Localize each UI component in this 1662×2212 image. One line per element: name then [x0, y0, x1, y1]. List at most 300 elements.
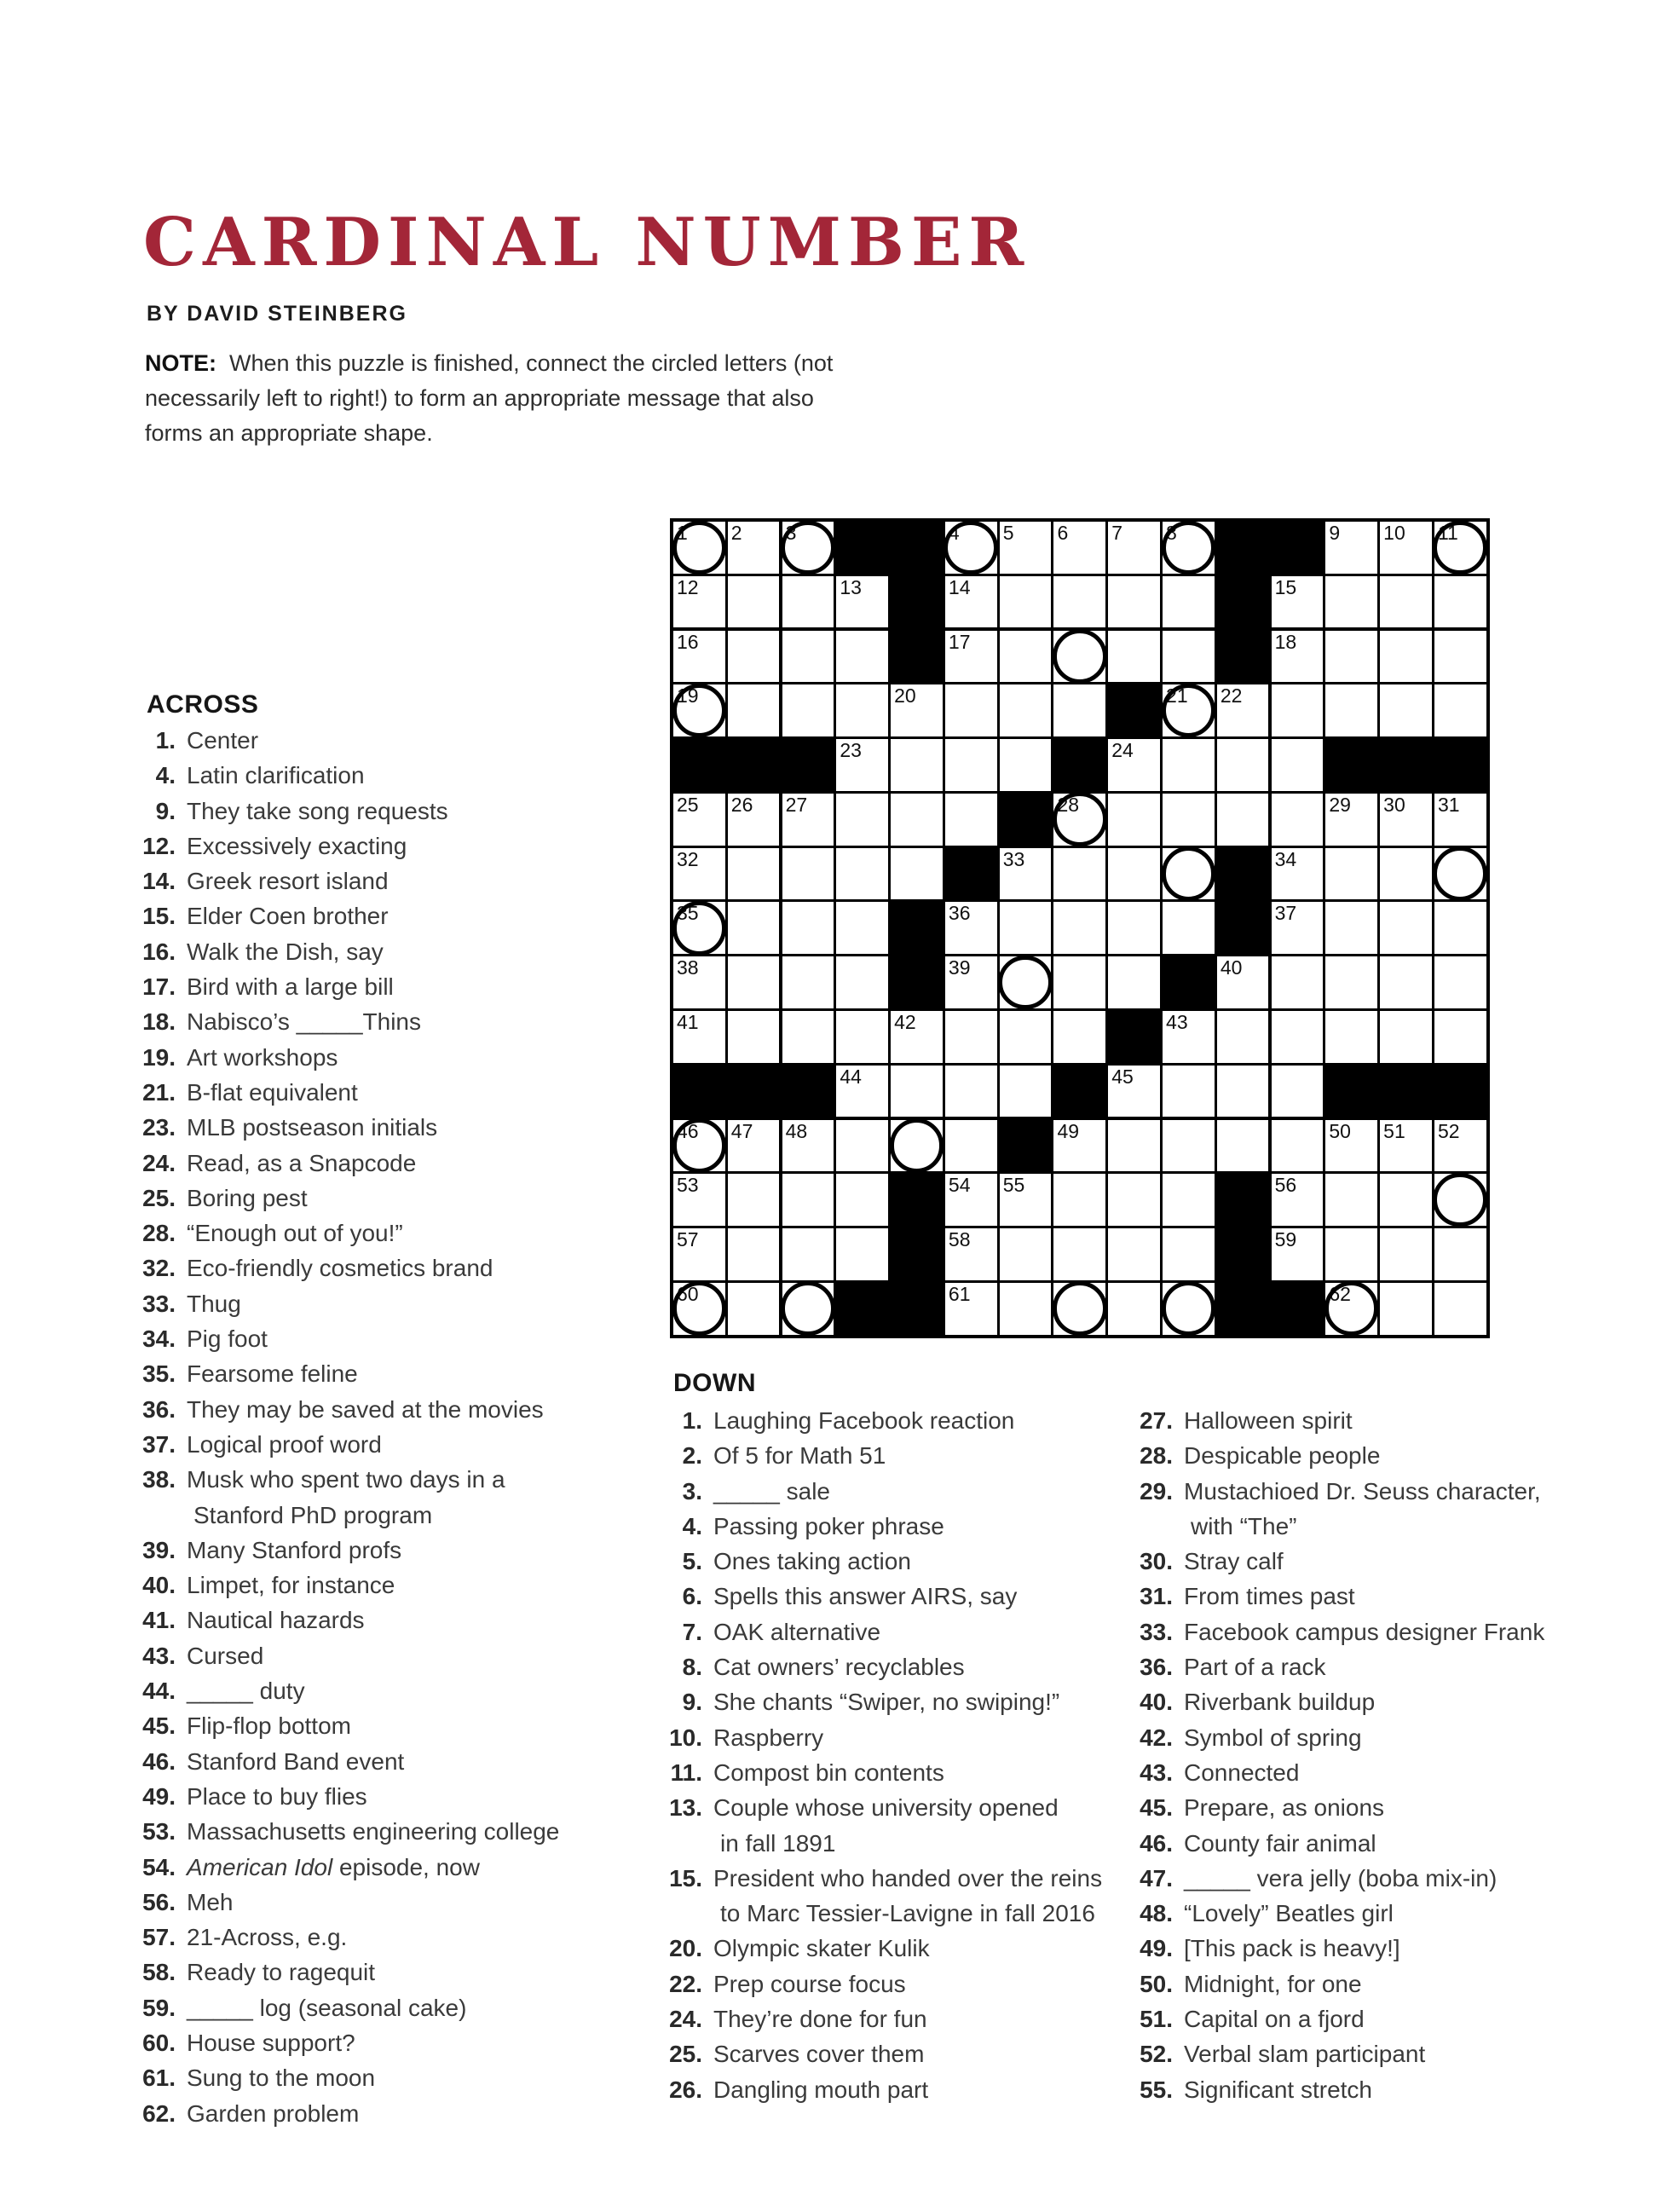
across-clue [136, 1990, 559, 2025]
across-clue [136, 829, 559, 863]
grid-cell[interactable] [1325, 684, 1377, 736]
grid-cell[interactable] [728, 794, 780, 846]
grid-cell[interactable] [1053, 1283, 1105, 1335]
across-clue [136, 1955, 559, 1990]
circle-marker [781, 521, 835, 575]
clue-text: with “The” [1191, 1512, 1297, 1539]
clue-number: 52. [1140, 2041, 1173, 2068]
grid-cell[interactable] [836, 1066, 888, 1118]
grid-cell[interactable] [1053, 576, 1105, 628]
grid-cell[interactable] [1434, 522, 1486, 574]
clue-number [1134, 1509, 1173, 1544]
grid-cell[interactable] [1163, 684, 1215, 736]
grid-cell[interactable] [945, 1066, 997, 1118]
grid-cell[interactable] [1053, 1228, 1105, 1280]
grid-cell-black [891, 522, 943, 574]
clue-number: 7. [682, 1618, 702, 1645]
cell-number: 47 [730, 1119, 753, 1142]
grid-cell[interactable] [1380, 848, 1432, 900]
grid-cell[interactable] [673, 794, 725, 846]
cell-number: 54 [948, 1174, 971, 1197]
grid-cell[interactable] [782, 1174, 834, 1226]
grid-cell[interactable] [673, 684, 725, 736]
grid-cell[interactable] [1217, 684, 1269, 736]
grid-cell[interactable] [836, 1120, 888, 1172]
grid-cell[interactable] [836, 956, 888, 1008]
grid-cell[interactable] [1325, 522, 1377, 574]
grid-cell[interactable] [1325, 902, 1377, 954]
grid-cell[interactable] [1163, 1174, 1215, 1226]
grid-cell[interactable] [1163, 631, 1215, 683]
grid-cell[interactable] [728, 522, 780, 574]
clue-text: Limpet, for instance [187, 1572, 395, 1599]
grid-cell-black [1053, 1066, 1105, 1118]
grid-cell[interactable] [728, 1011, 780, 1063]
grid-cell[interactable] [1000, 902, 1052, 954]
grid-cell[interactable] [1325, 631, 1377, 683]
grid-cell[interactable] [1325, 1228, 1377, 1280]
grid-cell[interactable] [1272, 739, 1324, 791]
grid-cell[interactable] [728, 576, 780, 628]
grid-cell[interactable] [1000, 1228, 1052, 1280]
grid-cell[interactable] [836, 794, 888, 846]
grid-cell[interactable] [891, 1066, 943, 1118]
across-clue [136, 1216, 559, 1250]
grid-cell[interactable] [1053, 848, 1105, 900]
grid-cell[interactable] [1272, 956, 1324, 1008]
grid-cell-black [1108, 684, 1160, 736]
grid-cell[interactable] [1053, 794, 1105, 846]
clue-number: 5. [682, 1548, 702, 1575]
grid-cell[interactable] [1217, 1011, 1269, 1063]
grid-cell[interactable] [782, 684, 834, 736]
down-header: DOWN [673, 1369, 756, 1397]
circle-marker [672, 1281, 727, 1336]
cell-number: 38 [677, 956, 699, 979]
grid-cell[interactable] [1272, 1228, 1324, 1280]
note-line [145, 346, 833, 381]
grid-cell[interactable] [1272, 1011, 1324, 1063]
grid-cell[interactable] [1108, 522, 1160, 574]
grid-cell[interactable] [1053, 1174, 1105, 1226]
clue-text: Place to buy flies [187, 1782, 367, 1810]
grid-cell[interactable] [1163, 1120, 1215, 1172]
grid-cell[interactable] [1217, 1120, 1269, 1172]
down-clue [1134, 1861, 1544, 1896]
circle-marker [1433, 521, 1487, 575]
clue-number: 43. [142, 1642, 176, 1669]
across-clue [136, 863, 559, 898]
grid-cell[interactable] [782, 1120, 834, 1172]
grid-cell[interactable] [782, 848, 834, 900]
grid-cell[interactable] [1000, 956, 1052, 1008]
across-clue [136, 898, 559, 933]
clue-number: 16. [142, 938, 176, 965]
clue-text: American Idol episode, now [187, 1853, 480, 1880]
grid-cell[interactable] [1108, 956, 1160, 1008]
grid-cell[interactable] [945, 902, 997, 954]
grid-cell[interactable] [728, 1228, 780, 1280]
clue-number: 1. [682, 1407, 702, 1434]
grid-cell[interactable] [673, 1120, 725, 1172]
grid-cell[interactable] [1434, 576, 1486, 628]
grid-cell[interactable] [945, 739, 997, 791]
grid-cell[interactable] [1163, 1066, 1215, 1118]
grid-cell[interactable] [945, 522, 997, 574]
grid-cell[interactable] [1434, 794, 1486, 846]
grid-cell[interactable] [1108, 1066, 1160, 1118]
cell-number: 3 [785, 522, 797, 544]
circle-marker [781, 1281, 835, 1336]
grid-cell[interactable] [1108, 794, 1160, 846]
down-clue [1134, 1474, 1544, 1509]
grid-cell-black [1108, 1011, 1160, 1063]
clue-text: Prepare, as onions [1184, 1794, 1385, 1822]
grid-cell[interactable] [1380, 576, 1432, 628]
grid-cell[interactable] [1272, 631, 1324, 683]
grid-cell[interactable] [836, 684, 888, 736]
grid-cell[interactable] [1163, 1228, 1215, 1280]
grid-cell[interactable] [1272, 684, 1324, 736]
grid-cell[interactable] [1272, 1120, 1324, 1172]
clue-number: 47. [1140, 1864, 1173, 1891]
grid-cell[interactable] [1272, 1174, 1324, 1226]
clue-text: Garden problem [187, 2099, 360, 2127]
cell-number: 14 [948, 575, 971, 598]
grid-cell[interactable] [1325, 794, 1377, 846]
grid-cell[interactable] [1434, 1174, 1486, 1226]
cell-number: 5 [1002, 522, 1014, 544]
grid-cell[interactable] [1272, 794, 1324, 846]
clue-number: 22. [669, 1970, 702, 1997]
cell-number: 60 [677, 1282, 699, 1305]
grid-cell[interactable] [782, 631, 834, 683]
grid-cell[interactable] [1053, 522, 1105, 574]
grid-cell[interactable] [1163, 794, 1215, 846]
grid-cell[interactable] [1108, 848, 1160, 900]
grid-cell[interactable] [728, 848, 780, 900]
grid-cell[interactable] [1325, 576, 1377, 628]
note-label: NOTE: [145, 350, 216, 376]
cell-number: 45 [1111, 1065, 1134, 1088]
grid-cell[interactable] [1434, 631, 1486, 683]
grid-cell[interactable] [1272, 576, 1324, 628]
grid-cell[interactable] [1000, 1283, 1052, 1335]
circle-marker [1162, 684, 1216, 738]
grid-cell[interactable] [1380, 631, 1432, 683]
clue-text: _____ duty [187, 1678, 305, 1705]
grid-cell[interactable] [891, 1120, 943, 1172]
grid-cell[interactable] [728, 956, 780, 1008]
grid-cell[interactable] [1434, 848, 1486, 900]
down-clue [663, 1509, 1102, 1544]
grid-cell[interactable] [673, 902, 725, 954]
grid-cell[interactable] [945, 794, 997, 846]
grid-cell[interactable] [836, 848, 888, 900]
cell-number: 49 [1057, 1119, 1080, 1142]
grid-cell[interactable] [945, 1120, 997, 1172]
grid-cell[interactable] [782, 794, 834, 846]
across-clue [136, 794, 559, 829]
grid-cell[interactable] [1380, 522, 1432, 574]
grid-cell[interactable] [1380, 684, 1432, 736]
grid-cell[interactable] [1108, 576, 1160, 628]
grid-cell[interactable] [1434, 1283, 1486, 1335]
down-clue [663, 1755, 1102, 1790]
grid-cell[interactable] [728, 631, 780, 683]
grid-cell[interactable] [1434, 902, 1486, 954]
grid-cell[interactable] [673, 956, 725, 1008]
across-clue [136, 1708, 559, 1743]
clue-number: 48. [1140, 1900, 1173, 1927]
clue-number: 27. [1140, 1407, 1173, 1434]
grid-cell[interactable] [728, 684, 780, 736]
grid-cell[interactable] [1380, 956, 1432, 1008]
grid-cell[interactable] [1434, 956, 1486, 1008]
clue-text: Read, as a Snapcode [187, 1149, 417, 1176]
grid-cell[interactable] [1380, 1011, 1432, 1063]
grid-cell[interactable] [728, 1120, 780, 1172]
grid-cell[interactable] [782, 1228, 834, 1280]
circle-marker [1053, 1281, 1107, 1336]
clue-text: Ones taking action [713, 1548, 911, 1575]
grid-cell[interactable] [1434, 1228, 1486, 1280]
circle-marker [1162, 846, 1216, 901]
clue-text: Nabisco’s _____Thins [187, 1008, 421, 1036]
grid-cell[interactable] [782, 1011, 834, 1063]
grid-cell[interactable] [1163, 1283, 1215, 1335]
cell-number: 8 [1166, 522, 1177, 544]
grid-cell[interactable] [836, 1174, 888, 1226]
grid-cell[interactable] [1272, 848, 1324, 900]
across-clue [136, 2025, 559, 2060]
grid-cell[interactable] [673, 1174, 725, 1226]
grid-cell[interactable] [1000, 1011, 1052, 1063]
cell-number: 50 [1329, 1119, 1351, 1142]
grid-cell[interactable] [1108, 1120, 1160, 1172]
grid-cell[interactable] [945, 684, 997, 736]
grid-cell-black [891, 956, 943, 1008]
clue-text: Greek resort island [187, 868, 389, 895]
grid-cell[interactable] [1108, 1228, 1160, 1280]
grid-cell[interactable] [836, 902, 888, 954]
clue-text: Pig foot [187, 1325, 268, 1353]
grid-cell[interactable] [1380, 1120, 1432, 1172]
circle-marker [890, 1118, 944, 1173]
cell-number: 6 [1057, 522, 1069, 544]
grid-cell[interactable] [1000, 684, 1052, 736]
cell-number: 44 [840, 1065, 862, 1088]
grid-cell[interactable] [1380, 1228, 1432, 1280]
down-clue [663, 2001, 1102, 2036]
note-text: When this puzzle is finished, connect the circled letters (not [229, 350, 834, 376]
circle-marker [672, 901, 727, 956]
grid-cell[interactable] [673, 522, 725, 574]
grid-cell-black [1217, 902, 1269, 954]
across-clue [136, 1744, 559, 1779]
grid-cell[interactable] [1325, 956, 1377, 1008]
clue-number: 3. [682, 1477, 702, 1505]
grid-cell[interactable] [1325, 1174, 1377, 1226]
cell-number: 9 [1329, 522, 1341, 544]
grid-cell[interactable] [1108, 739, 1160, 791]
clue-text: Stanford Band event [187, 1747, 405, 1775]
grid-cell[interactable] [1000, 739, 1052, 791]
grid-cell[interactable] [1000, 1066, 1052, 1118]
grid-cell[interactable] [1434, 1011, 1486, 1063]
across-clue [136, 1885, 559, 1920]
grid-cell[interactable] [891, 794, 943, 846]
grid-cell[interactable] [1434, 1120, 1486, 1172]
grid-cell[interactable] [836, 1228, 888, 1280]
grid-cell-black [728, 739, 780, 791]
grid-cell[interactable] [1108, 1283, 1160, 1335]
grid-cell[interactable] [1163, 902, 1215, 954]
grid-cell[interactable] [945, 1228, 997, 1280]
grid-cell[interactable] [1053, 1120, 1105, 1172]
clue-text: Connected [1184, 1759, 1300, 1786]
grid-cell[interactable] [1108, 902, 1160, 954]
grid-cell[interactable] [673, 631, 725, 683]
across-clue [136, 1004, 559, 1039]
grid-cell[interactable] [945, 1011, 997, 1063]
grid-cell[interactable] [782, 522, 834, 574]
crossword-grid[interactable] [670, 518, 1490, 1338]
grid-cell[interactable] [1217, 956, 1269, 1008]
cell-number: 42 [894, 1011, 916, 1034]
grid-cell[interactable] [1053, 1011, 1105, 1063]
grid-cell[interactable] [1163, 739, 1215, 791]
grid-cell[interactable] [1217, 739, 1269, 791]
circle-marker [1324, 1281, 1379, 1336]
grid-cell[interactable] [891, 684, 943, 736]
across-clue [136, 1533, 559, 1568]
grid-cell[interactable] [945, 1283, 997, 1335]
grid-cell[interactable] [891, 848, 943, 900]
grid-cell[interactable] [673, 1011, 725, 1063]
grid-cell[interactable] [1108, 631, 1160, 683]
grid-cell[interactable] [673, 848, 725, 900]
cell-number: 34 [1274, 847, 1297, 870]
grid-cell[interactable] [1053, 902, 1105, 954]
grid-cell[interactable] [728, 902, 780, 954]
clue-number: 42. [1140, 1724, 1173, 1751]
clue-text: House support? [187, 2029, 355, 2056]
grid-cell[interactable] [1000, 576, 1052, 628]
grid-cell-black [1217, 848, 1269, 900]
grid-cell[interactable] [1325, 848, 1377, 900]
grid-cell[interactable] [1272, 902, 1324, 954]
grid-cell-black [945, 848, 997, 900]
clue-text: Despicable people [1184, 1442, 1381, 1470]
grid-cell-black [1217, 1283, 1269, 1335]
clue-number: 61. [142, 2065, 176, 2092]
grid-cell[interactable] [782, 902, 834, 954]
clue-text: in fall 1891 [720, 1829, 836, 1857]
grid-cell[interactable] [1434, 684, 1486, 736]
clue-number: 24. [142, 1149, 176, 1176]
grid-cell[interactable] [673, 1283, 725, 1335]
grid-cell[interactable] [945, 1174, 997, 1226]
grid-cell-black [891, 1174, 943, 1226]
grid-cell[interactable] [1380, 902, 1432, 954]
down-clue [663, 1931, 1102, 1966]
grid-cell[interactable] [1380, 794, 1432, 846]
grid-cell[interactable] [1053, 956, 1105, 1008]
grid-cell[interactable] [1000, 848, 1052, 900]
grid-cell[interactable] [891, 739, 943, 791]
grid-cell[interactable] [673, 1228, 725, 1280]
cell-number: 19 [677, 684, 699, 707]
grid-cell[interactable] [1000, 1174, 1052, 1226]
clue-number: 29. [1140, 1477, 1173, 1505]
across-clue [136, 1110, 559, 1145]
grid-cell[interactable] [728, 1283, 780, 1335]
cell-number: 20 [894, 684, 916, 707]
grid-cell[interactable] [782, 956, 834, 1008]
across-clue [136, 1673, 559, 1708]
clue-text: President who handed over the reins [713, 1864, 1103, 1891]
grid-cell[interactable] [836, 576, 888, 628]
grid-cell[interactable] [1217, 794, 1269, 846]
clue-number: 13. [669, 1794, 702, 1822]
cell-number: 27 [785, 793, 808, 816]
grid-cell[interactable] [836, 1011, 888, 1063]
clue-number: 28. [1140, 1442, 1173, 1470]
grid-cell[interactable] [945, 576, 997, 628]
grid-cell[interactable] [1217, 1066, 1269, 1118]
grid-cell[interactable] [782, 1283, 834, 1335]
grid-cell[interactable] [1272, 1066, 1324, 1118]
grid-cell[interactable] [1053, 684, 1105, 736]
grid-cell[interactable] [1325, 1011, 1377, 1063]
grid-cell[interactable] [1380, 1283, 1432, 1335]
clue-number: 46. [142, 1747, 176, 1775]
grid-cell[interactable] [1000, 631, 1052, 683]
clue-number: 30. [1140, 1548, 1173, 1575]
grid-cell[interactable] [1108, 1174, 1160, 1226]
grid-cell[interactable] [1163, 1011, 1215, 1063]
grid-cell-black [891, 902, 943, 954]
grid-cell[interactable] [1325, 1283, 1377, 1335]
grid-cell[interactable] [1325, 1120, 1377, 1172]
clue-number: 15. [142, 903, 176, 930]
grid-cell[interactable] [945, 956, 997, 1008]
grid-cell[interactable] [782, 576, 834, 628]
grid-cell[interactable] [728, 1174, 780, 1226]
byline: BY DAVID STEINBERG [147, 302, 407, 326]
grid-cell[interactable] [1163, 576, 1215, 628]
clue-number: 35. [142, 1360, 176, 1388]
grid-cell[interactable] [1000, 522, 1052, 574]
grid-cell[interactable] [836, 631, 888, 683]
grid-cell[interactable] [945, 631, 997, 683]
grid-cell[interactable] [1053, 631, 1105, 683]
grid-cell[interactable] [1163, 848, 1215, 900]
grid-cell[interactable] [891, 1011, 943, 1063]
grid-cell[interactable] [1163, 522, 1215, 574]
clue-number: 4. [155, 762, 176, 789]
grid-cell[interactable] [836, 739, 888, 791]
grid-cell[interactable] [1380, 1174, 1432, 1226]
grid-cell[interactable] [673, 576, 725, 628]
cell-number: 53 [677, 1174, 699, 1197]
note-line: forms an appropriate shape. [145, 420, 433, 446]
cell-number: 28 [1057, 793, 1080, 816]
down-clue [1134, 1826, 1544, 1861]
clue-number [663, 1826, 702, 1861]
clue-number: 41. [142, 1607, 176, 1634]
